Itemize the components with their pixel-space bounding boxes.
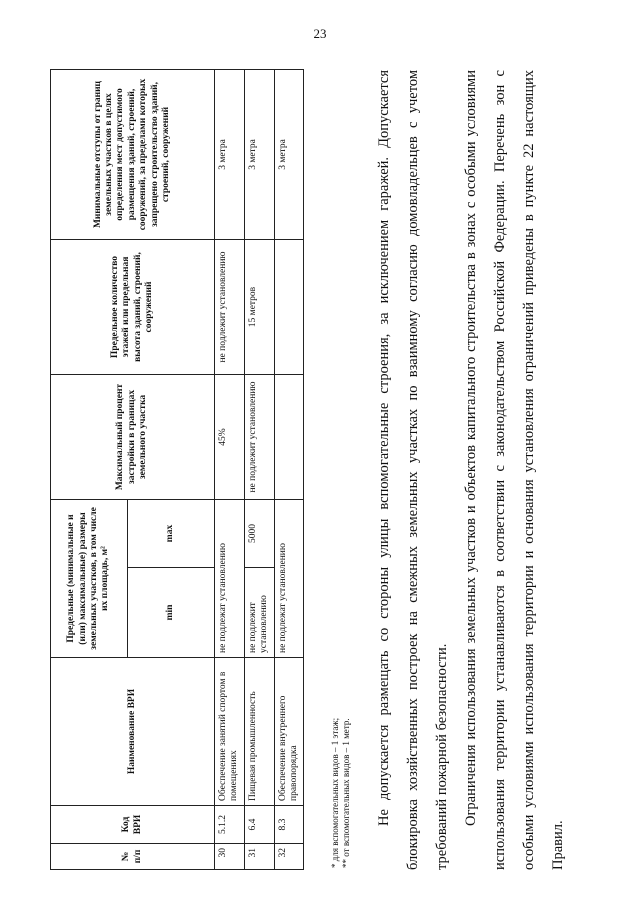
- table-row: [244, 70, 274, 870]
- body-text: [370, 70, 573, 870]
- table-header-row: [51, 70, 128, 870]
- cell-floors: не подлежит установлению: [215, 240, 245, 375]
- cell-coverage: 45%: [215, 375, 245, 500]
- footnote: ** от вспомогательных видов – 1 метр.: [341, 718, 352, 868]
- cell-sizes: не подлежат установлению: [274, 500, 304, 658]
- cell-num: 32: [274, 844, 304, 870]
- cell-setback: 3 метра: [244, 70, 274, 240]
- cell-max: 5000: [244, 500, 274, 568]
- page-number: 23: [313, 26, 327, 41]
- rotated-page-content: [30, 10, 610, 870]
- header-coverage: Максимальный процент застройки в границах земельного участка: [51, 375, 215, 500]
- regulations-table: [50, 69, 304, 870]
- cell-name: Обеспечение внутреннего правопорядка: [274, 658, 304, 806]
- cell-coverage: [274, 375, 304, 500]
- cell-setback: 3 метра: [215, 70, 245, 240]
- table-row: [274, 70, 304, 870]
- footnote: * для вспомогательных видов – 1 этаж;: [330, 717, 340, 868]
- cell-floors: [274, 240, 304, 375]
- paragraph: Ограничения использования земельных участков и объектов капитального строительства в зонах с особыми условиями использования территории устанавливаются в соответствии с законодательством Российской Федерации. Перечень зон с особыми условиями использования территории и основания установления ограничений приведены в пункте 22 настоящих Правил.: [463, 70, 566, 870]
- cell-name: Пищевая промышленность: [244, 658, 274, 806]
- header-size-group: Предельные (минимальные и (или) максимальные) размеры земельных участков, в том числе их площадь, м²: [51, 500, 128, 658]
- header-setbacks: Минимальные отступы от границ земельных участков в целях определения мест допустимого размещения зданий, строений, сооружений, за пределами которых запрещено строительство зданий, строений, сооружений: [51, 70, 215, 240]
- paragraph: Не допускается размещать со стороны улицы вспомогательные строения, за исключением гаражей. Допускается блокировка хозяйственных построек на смежных земельных участках по взаимному согласию домовладельцев с учетом требований пожарной безопасности.: [376, 70, 450, 870]
- header-code: Код ВРИ: [51, 806, 215, 844]
- cell-code: 8.3: [274, 806, 304, 844]
- header-num: № п/п: [51, 844, 215, 870]
- header-min: min: [128, 568, 215, 658]
- header-name: Наименование ВРИ: [51, 658, 215, 806]
- header-floors: Предельное количество этажей или предельная высота зданий, строений, сооружений: [51, 240, 215, 375]
- cell-min: не подлежит установлению: [244, 568, 274, 658]
- cell-floors: 15 метров: [244, 240, 274, 375]
- cell-code: 6.4: [244, 806, 274, 844]
- table-row: [215, 70, 245, 870]
- cell-name: Обеспечение занятий спортом в помещениях: [215, 658, 245, 806]
- cell-sizes: не подлежат установлению: [215, 500, 245, 658]
- cell-code: 5.1.2: [215, 806, 245, 844]
- table-footnotes: [330, 718, 353, 868]
- cell-setback: 3 метра: [274, 70, 304, 240]
- cell-num: 31: [244, 844, 274, 870]
- cell-coverage: не подлежит установлению: [244, 375, 274, 500]
- cell-num: 30: [215, 844, 245, 870]
- header-max: max: [128, 500, 215, 568]
